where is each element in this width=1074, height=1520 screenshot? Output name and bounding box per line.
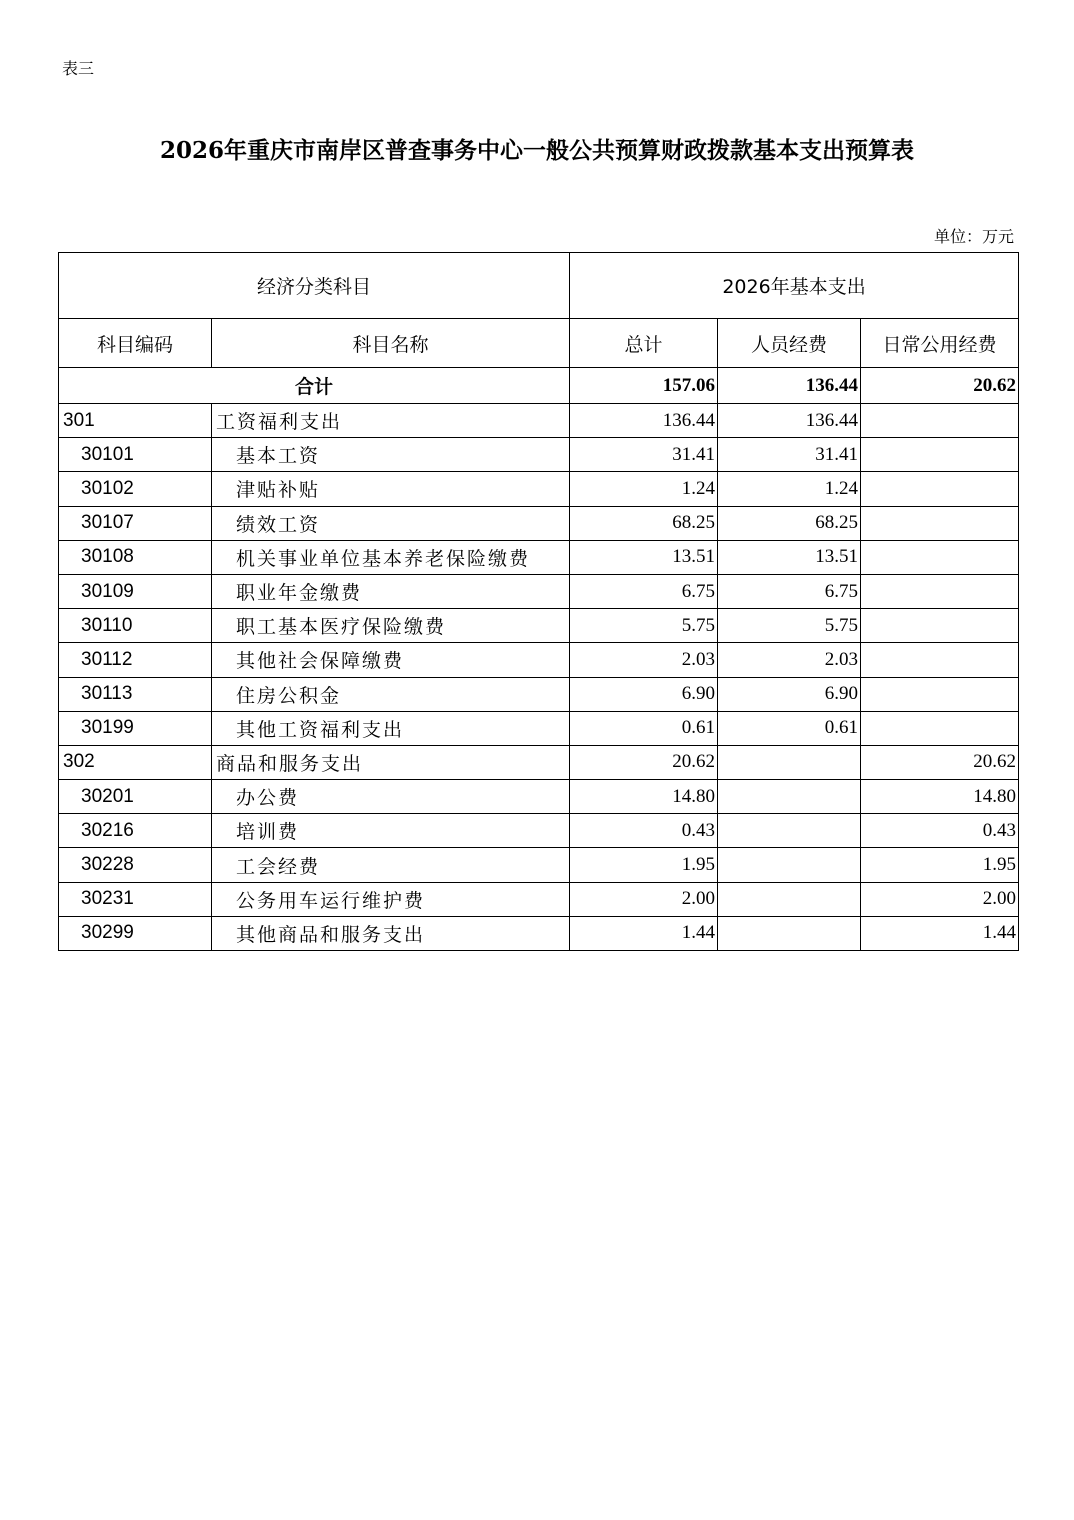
header-row-columns bbox=[59, 319, 1019, 368]
row-public bbox=[861, 677, 1019, 711]
table-row bbox=[59, 438, 1019, 472]
row-code: 30299 bbox=[59, 916, 212, 950]
header-basic-expenditure: 2026年基本支出 bbox=[570, 253, 1019, 319]
row-total: 0.43 bbox=[570, 814, 718, 848]
table-number-label: 表三 bbox=[62, 59, 95, 78]
row-code: 30201 bbox=[59, 780, 212, 814]
table-row bbox=[59, 745, 1019, 779]
row-code: 30113 bbox=[59, 677, 212, 711]
table-row bbox=[59, 916, 1019, 950]
row-total: 20.62 bbox=[570, 745, 718, 779]
header-name: 科目名称 bbox=[212, 319, 570, 368]
row-name: 商品和服务支出 bbox=[212, 745, 570, 779]
row-total: 136.44 bbox=[570, 404, 718, 438]
row-personnel: 68.25 bbox=[718, 506, 861, 540]
row-personnel: 2.03 bbox=[718, 643, 861, 677]
header-economic-classification: 经济分类科目 bbox=[59, 253, 570, 319]
total-sum: 157.06 bbox=[570, 368, 718, 404]
row-personnel: 31.41 bbox=[718, 438, 861, 472]
row-total: 2.00 bbox=[570, 882, 718, 916]
row-public bbox=[861, 404, 1019, 438]
row-name: 其他社会保障缴费 bbox=[212, 643, 570, 677]
row-name: 机关事业单位基本养老保险缴费 bbox=[212, 540, 570, 574]
row-public bbox=[861, 609, 1019, 643]
row-code: 30107 bbox=[59, 506, 212, 540]
row-code: 30109 bbox=[59, 574, 212, 608]
budget-table bbox=[58, 252, 1019, 951]
row-personnel: 0.61 bbox=[718, 711, 861, 745]
row-name: 工资福利支出 bbox=[212, 404, 570, 438]
row-code: 301 bbox=[59, 404, 212, 438]
row-total: 68.25 bbox=[570, 506, 718, 540]
row-total: 1.44 bbox=[570, 916, 718, 950]
row-total: 1.95 bbox=[570, 848, 718, 882]
table-row bbox=[59, 848, 1019, 882]
header-total: 总计 bbox=[570, 319, 718, 368]
row-public bbox=[861, 438, 1019, 472]
row-personnel: 1.24 bbox=[718, 472, 861, 506]
row-public bbox=[861, 540, 1019, 574]
row-public bbox=[861, 506, 1019, 540]
row-personnel: 13.51 bbox=[718, 540, 861, 574]
row-personnel: 136.44 bbox=[718, 404, 861, 438]
row-personnel: 6.75 bbox=[718, 574, 861, 608]
table-row bbox=[59, 780, 1019, 814]
row-personnel: 5.75 bbox=[718, 609, 861, 643]
row-code: 302 bbox=[59, 745, 212, 779]
total-label: 合计 bbox=[59, 368, 570, 404]
row-code: 30199 bbox=[59, 711, 212, 745]
table-row bbox=[59, 643, 1019, 677]
row-public: 20.62 bbox=[861, 745, 1019, 779]
row-name: 绩效工资 bbox=[212, 506, 570, 540]
row-code: 30228 bbox=[59, 848, 212, 882]
row-personnel bbox=[718, 848, 861, 882]
row-name: 基本工资 bbox=[212, 438, 570, 472]
row-personnel bbox=[718, 745, 861, 779]
row-total: 1.24 bbox=[570, 472, 718, 506]
row-total: 2.03 bbox=[570, 643, 718, 677]
budget-table-body bbox=[59, 253, 1019, 951]
row-personnel bbox=[718, 916, 861, 950]
row-code: 30102 bbox=[59, 472, 212, 506]
header-personnel: 人员经费 bbox=[718, 319, 861, 368]
row-code: 30110 bbox=[59, 609, 212, 643]
table-row bbox=[59, 540, 1019, 574]
row-public: 0.43 bbox=[861, 814, 1019, 848]
row-name: 津贴补贴 bbox=[212, 472, 570, 506]
total-row bbox=[59, 368, 1019, 404]
table-row bbox=[59, 711, 1019, 745]
row-name: 公务用车运行维护费 bbox=[212, 882, 570, 916]
row-public bbox=[861, 472, 1019, 506]
table-row bbox=[59, 574, 1019, 608]
page-title: 2026年重庆市南岸区普查事务中心一般公共预算财政拨款基本支出预算表 bbox=[159, 137, 914, 164]
row-total: 6.75 bbox=[570, 574, 718, 608]
row-name: 职业年金缴费 bbox=[212, 574, 570, 608]
table-row bbox=[59, 404, 1019, 438]
row-total: 6.90 bbox=[570, 677, 718, 711]
row-personnel: 6.90 bbox=[718, 677, 861, 711]
row-public: 1.44 bbox=[861, 916, 1019, 950]
header-code: 科目编码 bbox=[59, 319, 212, 368]
row-name: 办公费 bbox=[212, 780, 570, 814]
row-name: 职工基本医疗保险缴费 bbox=[212, 609, 570, 643]
row-public: 1.95 bbox=[861, 848, 1019, 882]
header-row-group bbox=[59, 253, 1019, 319]
row-name: 住房公积金 bbox=[212, 677, 570, 711]
row-public bbox=[861, 711, 1019, 745]
row-personnel bbox=[718, 780, 861, 814]
total-personnel: 136.44 bbox=[718, 368, 861, 404]
row-personnel bbox=[718, 882, 861, 916]
row-public: 2.00 bbox=[861, 882, 1019, 916]
table-row bbox=[59, 882, 1019, 916]
row-public bbox=[861, 574, 1019, 608]
row-personnel bbox=[718, 814, 861, 848]
row-public: 14.80 bbox=[861, 780, 1019, 814]
table-row bbox=[59, 609, 1019, 643]
total-public: 20.62 bbox=[861, 368, 1019, 404]
row-code: 30216 bbox=[59, 814, 212, 848]
table-row bbox=[59, 506, 1019, 540]
row-code: 30101 bbox=[59, 438, 212, 472]
unit-label: 单位：万元 bbox=[933, 227, 1014, 246]
row-total: 0.61 bbox=[570, 711, 718, 745]
row-code: 30231 bbox=[59, 882, 212, 916]
row-total: 5.75 bbox=[570, 609, 718, 643]
row-total: 31.41 bbox=[570, 438, 718, 472]
row-name: 工会经费 bbox=[212, 848, 570, 882]
row-name: 其他工资福利支出 bbox=[212, 711, 570, 745]
row-total: 13.51 bbox=[570, 540, 718, 574]
table-row bbox=[59, 472, 1019, 506]
row-code: 30108 bbox=[59, 540, 212, 574]
header-public: 日常公用经费 bbox=[861, 319, 1019, 368]
row-name: 其他商品和服务支出 bbox=[212, 916, 570, 950]
row-total: 14.80 bbox=[570, 780, 718, 814]
table-row bbox=[59, 677, 1019, 711]
row-public bbox=[861, 643, 1019, 677]
row-code: 30112 bbox=[59, 643, 212, 677]
row-name: 培训费 bbox=[212, 814, 570, 848]
table-row bbox=[59, 814, 1019, 848]
